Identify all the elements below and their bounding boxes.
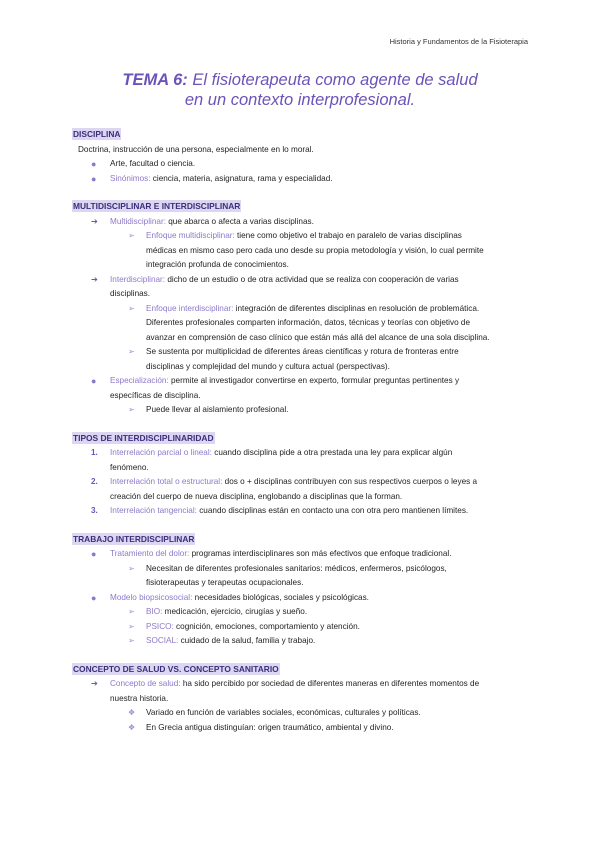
list-item — [72, 229, 532, 273]
item-text: dicho de un estudio o de otra actividad que se realiza con cooperación de varias — [165, 274, 459, 284]
list-item — [72, 157, 532, 172]
item-text: Se sustenta por multiplicidad de diferentes áreas científicas y rotura de fronteras entre — [146, 347, 459, 356]
list-item — [72, 562, 532, 591]
item-text: Variado en función de variables sociales, económicas, culturales y políticas. — [146, 708, 421, 717]
item-term: Sinónimos: — [110, 173, 151, 183]
section-disciplina — [72, 128, 532, 186]
arrow-icon: ➔ — [91, 274, 98, 284]
list-item — [72, 677, 532, 706]
triangle-arrow-icon: ➢ — [128, 607, 135, 616]
item-term: Interrelación tangencial: — [110, 506, 197, 515]
item-term: BIO: — [146, 607, 163, 616]
item-text: avanzar en comprensión de caso clínico que están más allá del alcance de una sola disciplina. — [146, 332, 490, 342]
triangle-arrow-icon: ➢ — [128, 621, 135, 631]
section-multidisciplinar — [72, 200, 532, 418]
item-term: Multidisciplinar: — [110, 216, 166, 226]
bullet-icon: ● — [91, 173, 97, 184]
list-item — [72, 591, 532, 606]
list-item — [72, 374, 532, 403]
list-item — [72, 547, 532, 562]
title-line1: El fisioterapeuta como agente de salud — [187, 71, 478, 89]
section-heading: CONCEPTO DE SALUD VS. CONCEPTO SANITARIO — [73, 663, 279, 674]
item-text: ciencia, materia, asignatura, rama y especialidad. — [150, 173, 333, 183]
item-term: Interdisciplinar: — [110, 274, 166, 284]
item-text: permite al investigador convertirse en experto, formular preguntas pertinentes y — [168, 376, 460, 385]
item-term: Concepto de salud: — [110, 679, 181, 688]
list-item — [72, 403, 532, 418]
section-tipos — [72, 432, 532, 519]
intro-text: Doctrina, instrucción de una persona, especialmente en lo moral. — [78, 144, 314, 154]
item-text: medicación, ejercicio, cirugías y sueño. — [162, 607, 308, 616]
list-item — [72, 302, 532, 346]
item-text: Necesitan de diferentes profesionales sanitarios: médicos, enfermeros, psicólogos, — [146, 563, 447, 573]
list-item — [72, 620, 532, 635]
list-number: 3. — [91, 506, 98, 515]
bullet-icon: ● — [91, 549, 97, 559]
section-heading: DISCIPLINA — [73, 129, 121, 139]
item-term: Especialización: — [110, 376, 169, 385]
item-term: Modelo biopsicosocial: — [110, 592, 193, 602]
item-term: Interrelación parcial o lineal: — [110, 448, 212, 457]
item-text: que abarca o afecta a varias disciplinas. — [165, 216, 314, 226]
item-text: tiene como objetivo el trabajo en paralelo de varias disciplinas — [234, 231, 462, 240]
document-title — [0, 70, 600, 110]
document-body — [72, 128, 532, 735]
item-text: integración profunda de conocimientos. — [146, 260, 289, 269]
item-text: necesidades biológicas, sociales y psicológicas. — [192, 592, 369, 602]
triangle-arrow-icon: ➢ — [128, 231, 135, 240]
list-item — [72, 446, 532, 475]
item-text: cuidado de la salud, familia y trabajo. — [178, 636, 316, 645]
list-number: 1. — [91, 448, 98, 457]
triangle-arrow-icon: ➢ — [128, 563, 135, 573]
bullet-icon: ● — [91, 592, 97, 603]
bullet-icon: ● — [91, 376, 97, 386]
item-text: fenómeno. — [110, 462, 149, 472]
list-item — [72, 273, 532, 302]
item-text: médicas en mismo caso pero cada uno desde su propia metodología y visión, lo cual permite — [146, 245, 484, 255]
diamond-bullet-icon: ❖ — [128, 708, 136, 717]
arrow-icon: ➔ — [91, 216, 98, 226]
list-item — [72, 215, 532, 230]
triangle-arrow-icon: ➢ — [128, 405, 135, 414]
item-text: ha sido percibido por sociedad de diferentes maneras en diferentes momentos de — [180, 679, 480, 688]
item-text: cognición, emociones, comportamiento y atención. — [173, 621, 360, 631]
item-text: dos o + disciplinas contribuyen con sus respectivos cuerpos o leyes a — [222, 477, 478, 486]
item-text: programas interdisciplinares son más efectivos que enfoque tradicional. — [189, 549, 452, 558]
diamond-bullet-icon: ❖ — [128, 722, 136, 732]
triangle-arrow-icon: ➢ — [128, 347, 135, 356]
item-text: integración de diferentes disciplinas en resolución de problemática. — [233, 303, 480, 313]
list-item — [72, 345, 532, 374]
item-text: Arte, facultad o ciencia. — [110, 159, 196, 168]
item-text: disciplinas. — [110, 289, 151, 298]
item-term: Tratamiento del dolor: — [110, 549, 190, 558]
item-text: disciplinas y complejidad del mundo y cultura actual (perspectivas). — [146, 361, 390, 371]
item-text: cuando disciplina pide a otra prestada una ley para explicar algún — [211, 448, 453, 457]
item-text: nuestra historia. — [110, 693, 169, 703]
list-item — [72, 172, 532, 187]
title-tema: TEMA 6: — [122, 71, 188, 89]
list-item — [72, 634, 532, 649]
list-item — [72, 504, 532, 519]
item-text: cuando disciplinas están en contacto una con otra pero mantienen límites. — [196, 506, 469, 515]
section-heading: MULTIDISCIPLINAR E INTERDISCIPLINAR — [73, 201, 241, 211]
section-heading: TRABAJO INTERDISCIPLINAR — [73, 533, 195, 544]
item-text: creación del cuerpo de nueva disciplina, englobando a disciplinas que la forman. — [110, 491, 403, 501]
list-item — [72, 475, 532, 504]
section-trabajo — [72, 533, 532, 649]
bullet-icon: ● — [91, 159, 97, 169]
item-text: Puede llevar al aislamiento profesional. — [146, 405, 289, 414]
item-term: Interrelación total o estructural: — [110, 477, 223, 486]
item-text: fisioterapeutas y terapeutas ocupacionales. — [146, 578, 304, 587]
list-item — [72, 721, 532, 736]
section-heading: TIPOS DE INTERDISCIPLINARIDAD — [73, 432, 214, 443]
triangle-arrow-icon: ➢ — [128, 636, 135, 645]
item-term: PSICO: — [146, 621, 174, 631]
item-text: Diferentes profesionales comparten información, datos, técnicas y teorías con objetivo de — [146, 318, 471, 327]
running-header: Historia y Fundamentos de la Fisioterapia — [389, 37, 528, 46]
list-item — [72, 706, 532, 721]
item-term: Enfoque interdisciplinar: — [146, 303, 234, 313]
section-concepto — [72, 663, 532, 736]
list-number: 2. — [91, 477, 98, 486]
item-text: En Grecia antigua distinguían: origen traumático, ambiental y divino. — [146, 722, 394, 732]
arrow-icon: ➔ — [91, 679, 98, 688]
item-term: Enfoque multidisciplinar: — [146, 231, 235, 240]
triangle-arrow-icon: ➢ — [128, 303, 135, 313]
title-line2: en un contexto interprofesional. — [184, 91, 416, 109]
list-item — [72, 605, 532, 620]
item-term: SOCIAL: — [146, 636, 179, 645]
item-text: específicas de disciplina. — [110, 390, 201, 400]
